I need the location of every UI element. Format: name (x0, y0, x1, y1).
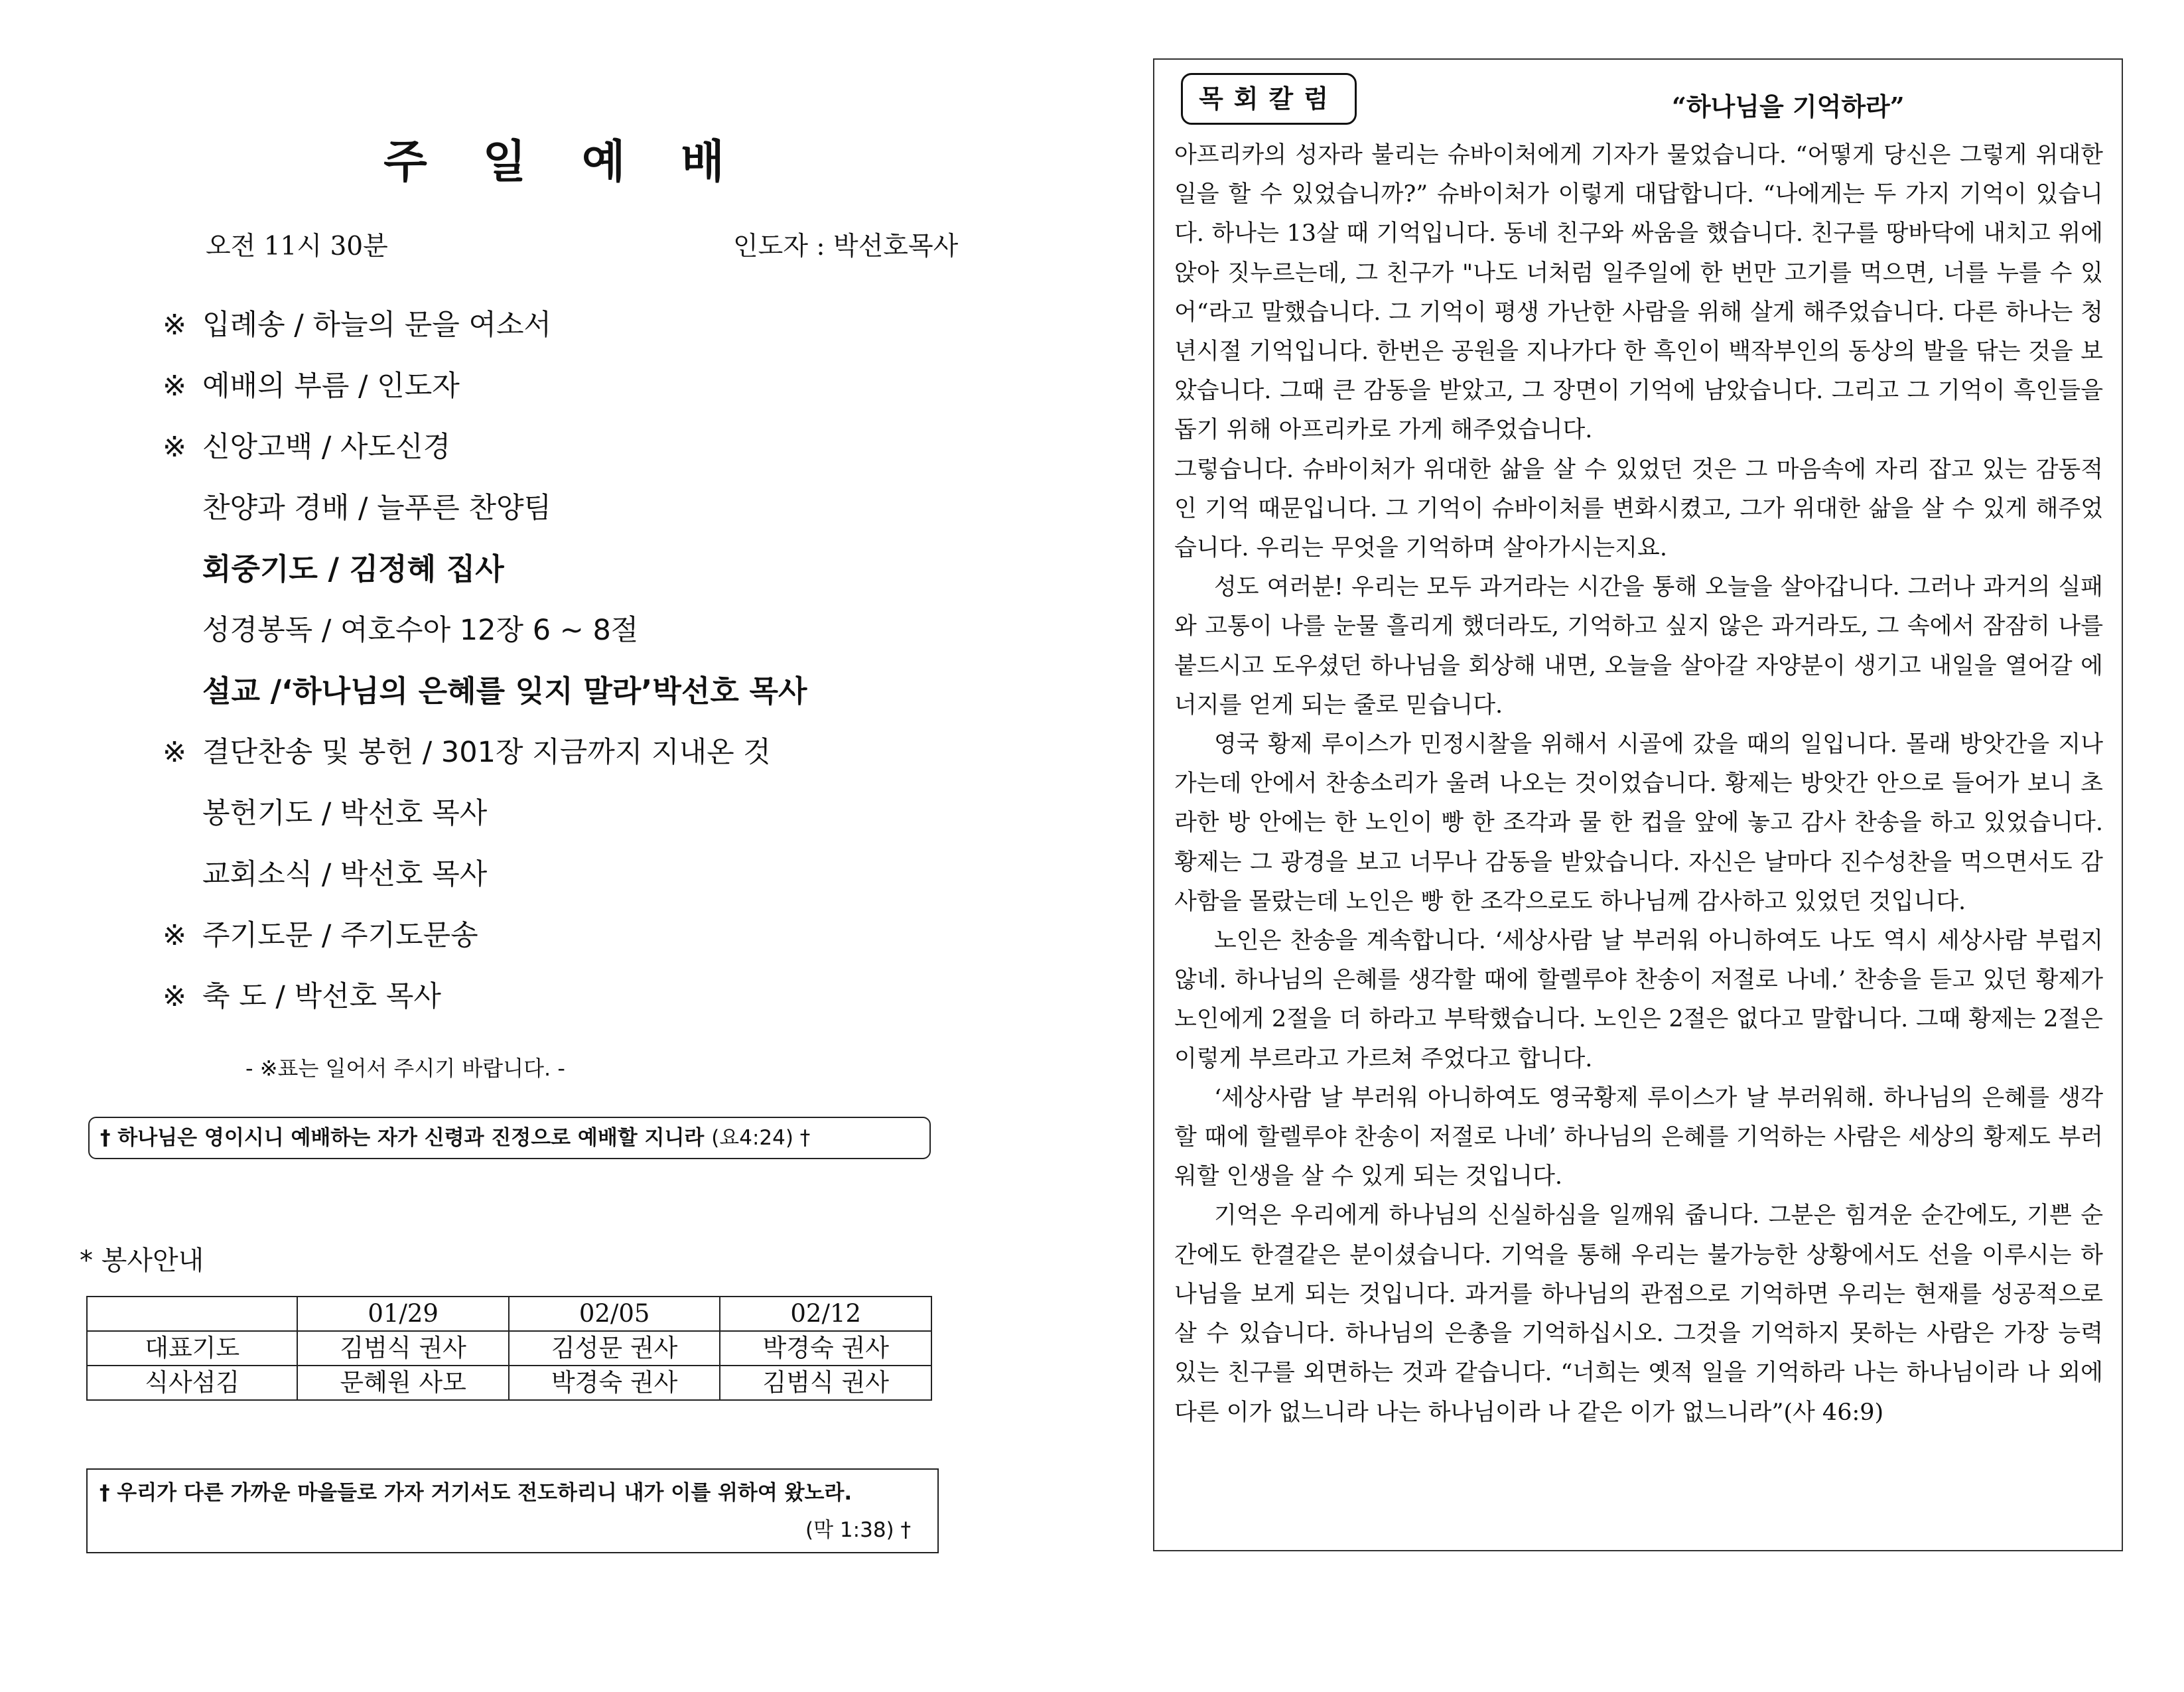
service-time: 오전 11시 30분 (206, 232, 388, 261)
order-item-text: 설교 /‘하나님의 은혜를 잊지 말라’박선호 목사 (202, 673, 807, 709)
order-item-text: 봉헌기도 / 박선호 목사 (202, 797, 488, 830)
scripture-box (88, 1117, 931, 1159)
table-cell: 박경숙 권사 (509, 1366, 720, 1400)
order-item (163, 794, 807, 855)
date-cell: 01/29 (297, 1297, 509, 1331)
standing-note: - ※표는 일어서 주시기 바랍니다. - (245, 1056, 565, 1081)
order-item (163, 549, 807, 610)
order-item-text: 성경봉독 / 여호수아 12장 6 ~ 8절 (202, 614, 639, 647)
order-item (163, 427, 807, 488)
column-tag: 목회칼럼 (1181, 73, 1357, 125)
service-leader: 인도자 : 박선호목사 (733, 232, 959, 261)
column-title: “하나님을 기억하라” (1672, 92, 1905, 121)
table-cell: 문혜원 사모 (297, 1366, 509, 1400)
standing-mark: ※ (163, 431, 187, 464)
table-cell: 김범식 권사 (297, 1331, 509, 1366)
scripture-text: † 우리가 다른 가까운 마을들로 가자 거기서도 전도하리니 내가 이를 위하여 왔노라. (100, 1481, 853, 1505)
table-row (87, 1331, 931, 1366)
order-item-text: 회중기도 / 김정혜 집사 (202, 551, 504, 587)
standing-mark: ※ (163, 736, 187, 769)
pastor-column (1153, 58, 2123, 1551)
date-cell: 02/05 (509, 1297, 720, 1331)
date-cell: 02/12 (720, 1297, 931, 1331)
scripture-text: † 하나님은 영이시니 예배하는 자가 신령과 진정으로 예배할 지니라 (100, 1126, 705, 1150)
order-item-text: 예배의 부름 / 인도자 (202, 370, 460, 403)
order-item-text: 축 도 / 박선호 목사 (202, 980, 441, 1013)
column-body (1174, 136, 2103, 1433)
order-item-text: 찬양과 경배 / 늘푸른 찬양팀 (202, 492, 552, 525)
paragraph: 그렇습니다. 슈바이처가 위대한 삶을 살 수 있었던 것은 그 마음속에 자리 잡고 있는 감동적인 기억 때문입니다. 그 기억이 슈바이처를 변화시켰고, 그가 위대한 삶을 살 수 있게 해주었습니다. 우리는 무엇을 기억하며 살아가시는지요. (1174, 456, 2103, 562)
paragraph: 기억은 우리에게 하나님의 신실하심을 일깨워 줍니다. 그분은 힘겨운 순간에도, 기쁜 순간에도 한결같은 분이셨습니다. 기억을 통해 우리는 불가능한 상황에서도 선을 이루시는 하나님을 보게 되는 것입니다. 과거를 하나님의 관점으로 기억하면 우리는 현재를 성공적으로 살 수 있습니다. 하나님의 은총을 기억하십시오. 그것을 기억하지 못하는 사람은 가장 능력 있는 친구를 외면하는 것과 같습니다. “너희는 옛적 일을 기억하라 나는 하나님이라 나 외에 다른 이가 없느니라 나는 하나님이라 나 같은 이가 없느니라”(사 46:9) (1174, 1202, 2103, 1426)
service-schedule-table (86, 1296, 932, 1401)
paragraph: 아프리카의 성자라 불리는 슈바이처에게 기자가 물었습니다. “어떻게 당신은 그렇게 위대한 일을 할 수 있었습니까?” 슈바이처가 이렇게 대답합니다. “나에게는 두 가지 기억이 있습니다. 하나는 13살 때 기억입니다. 동네 친구와 싸움을 했습니다. 친구를 땅바닥에 내치고 위에 앉아 짓누르는데, 그 친구가 "나도 너처럼 일주일에 한 번만 고기를 먹으면, 너를 누를 수 있어“라고 말했습니다. 그 기억이 평생 가난한 사람을 위해 살게 해주었습니다. 다른 하나는 청년시절 기억입니다. 한번은 공원을 지나가다 한 흑인이 백작부인의 동상의 발을 닦는 것을 보았습니다. 그때 큰 감동을 받았고, 그 장면이 기억에 남았습니다. 그리고 그 기억이 흑인들을 돕기 위해 아프리카로 가게 해주었습니다. (1174, 142, 2103, 444)
order-item (163, 855, 807, 916)
service-schedule-heading: * 봉사안내 (80, 1245, 204, 1276)
order-item-text: 신앙고백 / 사도신경 (202, 431, 451, 464)
table-cell: 박경숙 권사 (720, 1331, 931, 1366)
order-item-text: 주기도문 / 주기도문송 (202, 919, 478, 952)
standing-mark: ※ (163, 919, 187, 952)
order-item (163, 916, 807, 977)
scripture-reference: (막 1:38) † (805, 1518, 911, 1542)
order-item (163, 305, 807, 366)
service-title: 주 일 예 배 (383, 135, 744, 188)
table-header-row (87, 1297, 931, 1331)
order-item (163, 366, 807, 427)
order-item-text: 결단찬송 및 봉헌 / 301장 지금까지 지내온 것 (202, 736, 771, 769)
role-cell: 식사섬김 (87, 1366, 297, 1400)
standing-mark: ※ (163, 370, 187, 403)
table-cell (87, 1297, 297, 1331)
order-of-worship (163, 305, 807, 1038)
order-item (163, 733, 807, 794)
order-item-text: 교회소식 / 박선호 목사 (202, 858, 488, 891)
table-cell: 김범식 권사 (720, 1366, 931, 1400)
paragraph: 영국 황제 루이스가 민정시찰을 위해서 시골에 갔을 때의 일입니다. 몰래 방앗간을 지나가는데 안에서 찬송소리가 울려 나오는 것이었습니다. 황제는 방앗간 안으로 들어가 보니 초라한 방 안에는 한 노인이 빵 한 조각과 물 한 컵을 앞에 놓고 감사 찬송을 하고 있었습니다. 황제는 그 광경을 보고 너무나 감동을 받았습니다. 자신은 날마다 진수성찬을 먹으면서도 감사함을 몰랐는데 노인은 빵 한 조각으로도 하나님께 감사하고 있었던 것입니다. (1174, 731, 2103, 915)
order-item (163, 671, 807, 733)
paragraph: ‘세상사람 날 부러워 아니하여도 영국황제 루이스가 날 부러워해. 하나님의 은혜를 생각할 때에 할렐루야 찬송이 저절로 나네’ 하나님의 은혜를 기억하는 사람은 세상의 황제도 부러워할 인생을 살 수 있게 되는 것입니다. (1174, 1084, 2103, 1190)
order-item (163, 610, 807, 671)
paragraph: 노인은 찬송을 계속합니다. ‘세상사람 날 부러워 아니하여도 나도 역시 세상사람 부럽지 않네. 하나님의 은혜를 생각할 때에 할렐루야 찬송이 저절로 나네.’ 찬송을 듣고 있던 황제가 노인에게 2절을 더 하라고 부탁했습니다. 노인은 2절은 없다고 말합니다. 그때 황제는 2절은 이렇게 부르라고 가르쳐 주었다고 합니다. (1174, 928, 2103, 1072)
order-item-text: 입례송 / 하늘의 문을 여소서 (202, 309, 552, 342)
paragraph: 성도 여러분! 우리는 모두 과거라는 시간을 통해 오늘을 살아갑니다. 그러나 과거의 실패와 고통이 나를 눈물 흘리게 했더라도, 기억하고 싶지 않은 과거라도, 그 속에서 잠잠히 나를 붙드시고 도우셨던 하나님을 회상해 내면, 오늘을 살아갈 자양분이 생기고 내일을 열어갈 에너지를 얻게 되는 줄로 믿습니다. (1174, 574, 2103, 719)
standing-mark: ※ (163, 980, 187, 1013)
standing-mark: ※ (163, 309, 187, 342)
order-item (163, 488, 807, 549)
order-item (163, 977, 807, 1038)
table-row (87, 1366, 931, 1400)
table-cell: 김성문 권사 (509, 1331, 720, 1366)
role-cell: 대표기도 (87, 1331, 297, 1366)
scripture-reference: (요4:24) † (711, 1126, 811, 1150)
scripture-box-bottom (86, 1468, 939, 1553)
